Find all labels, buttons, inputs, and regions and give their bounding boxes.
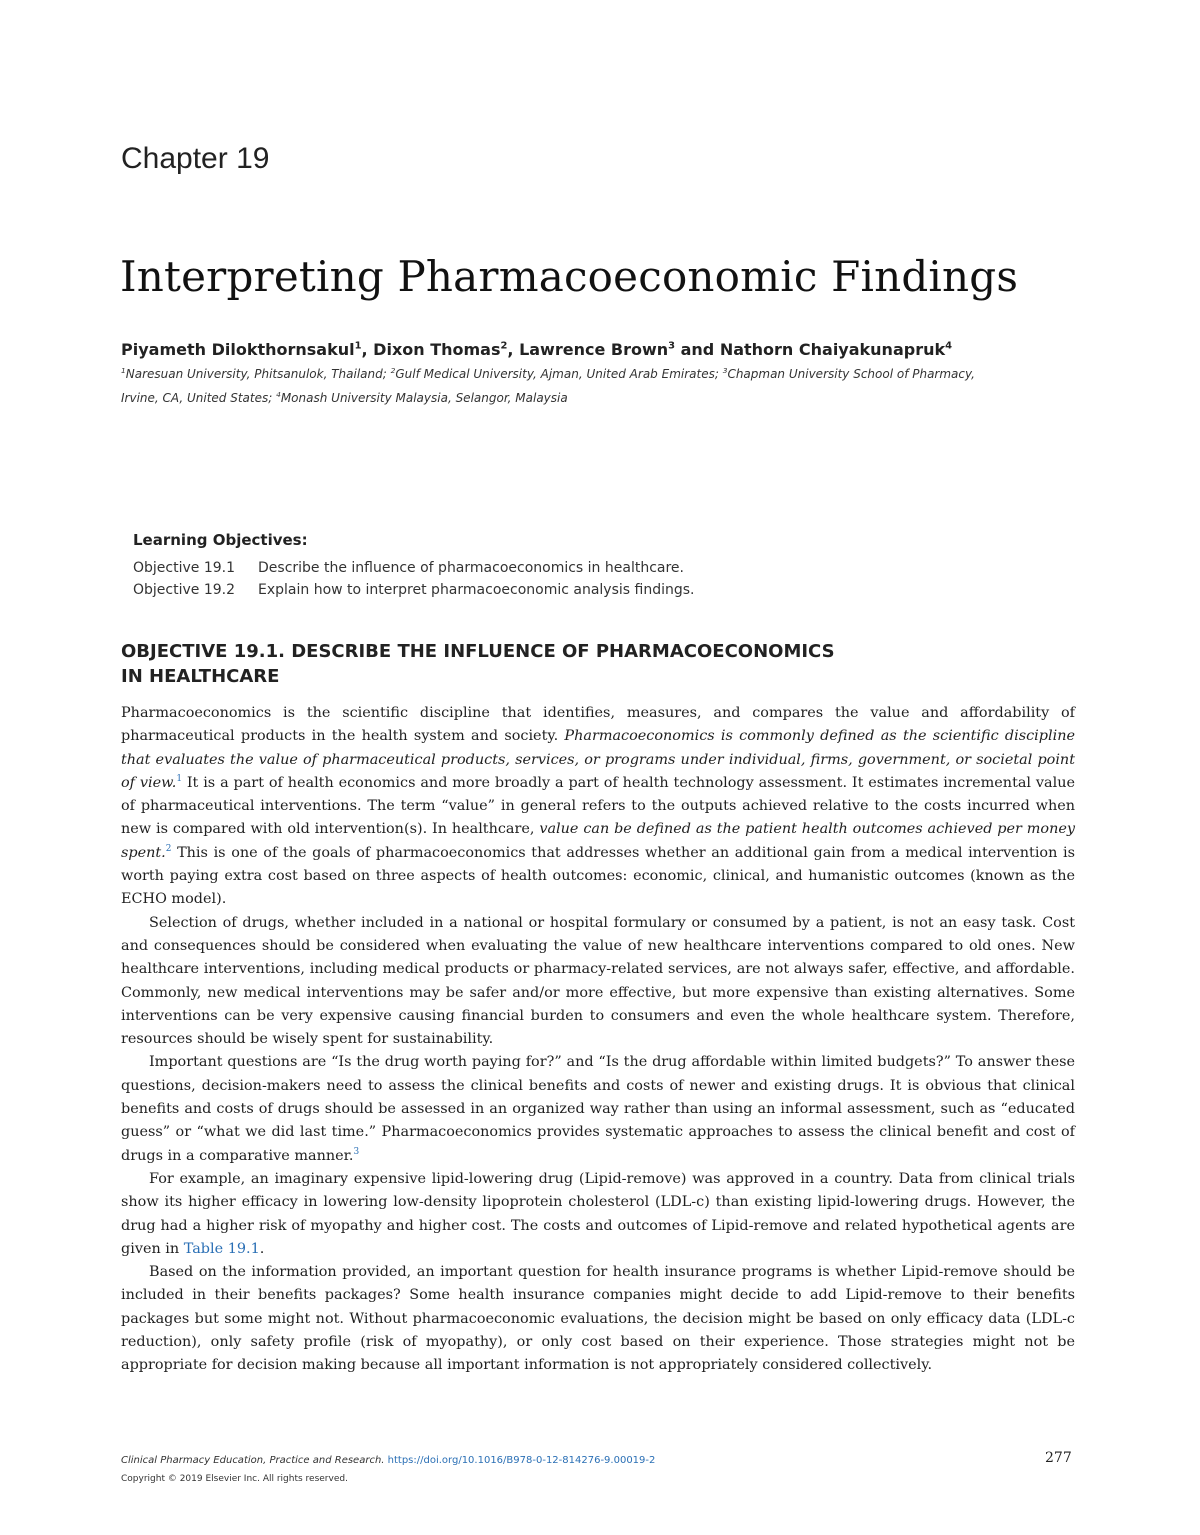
affiliation-marker: 2: [500, 340, 508, 352]
author-separator: ,: [507, 340, 520, 359]
definition-italic: value can be defined as the patient health outcomes achieved per money spent.: [121, 821, 1075, 861]
objective-text: Describe the influence of pharmacoeconomics in healthcare.: [258, 560, 684, 576]
learning-objective-item: [133, 557, 694, 579]
reference-link[interactable]: 1: [176, 774, 182, 785]
affiliation-marker: 1: [354, 340, 362, 352]
affiliation-text: Chapman University School of Pharmacy,: [727, 367, 975, 381]
affiliation-text: Irvine, CA, United States;: [121, 391, 277, 405]
affiliation-marker: 4: [945, 340, 953, 352]
affiliations-line-2: [121, 391, 1081, 405]
learning-objectives-heading: Learning Objectives:: [133, 531, 308, 549]
reference-link[interactable]: 3: [353, 1146, 360, 1157]
doi-link[interactable]: https://doi.org/10.1016/B978-0-12-814276-9.00019-2: [387, 1455, 656, 1466]
paragraph: Based on the information provided, an important question for health insurance programs is whether Lipid-remove should be included in their benefits packages? Some health insurance companies might decide to add Lipid-remove to their benefits packages but some might not. Without pharmacoeconomic evaluations, the decision might be based on only efficacy data (LDL-c reduction), only safety profile (risk of myopathy), or only cost based on their experience. Those strategies might not be appropriate for decision making because all important information is not appropriately considered collectively.: [121, 1264, 1075, 1374]
footer-copyright: Copyright © 2019 Elsevier Inc. All rights reserved.: [121, 1474, 348, 1484]
author-separator: and: [675, 340, 720, 359]
paragraph: [121, 702, 1075, 912]
author-name: Piyameth Dilokthornsakul: [121, 340, 355, 359]
section-heading: [121, 639, 1001, 689]
paragraph-text: Important questions are “Is the drug worth paying for?” and “Is the drug affordable within limited budgets?” To answer these questions, decision-makers need to assess the clinical benefits and costs of newer and existing drugs. It is obvious that clinical benefits and costs of drugs should be assessed in an organized way rather than using an informal assessment, such as “educated guess” or “what we did last time.” Pharmacoeconomics provides systematic approaches to assess the clinical benefit and cost of drugs in a comparative manner.: [121, 1054, 1075, 1164]
paragraph-text: Pharmacoeconomics is the scientific discipline that identifies, measures, and compares the value and affordability of pharmaceutical products in the health system and society.: [121, 705, 1075, 745]
section-heading-line: IN HEALTHCARE: [121, 666, 280, 687]
paragraph-text: .: [259, 1240, 265, 1257]
paragraph: [121, 1168, 1075, 1261]
objective-number: Objective 19.1: [133, 560, 236, 576]
objective-text: Explain how to interpret pharmacoeconomic analysis findings.: [258, 582, 695, 598]
chapter-label: Chapter 19: [121, 142, 270, 175]
affiliation-marker: 4: [276, 390, 281, 399]
definition-italic: Pharmacoeconomics is commonly defined as the scientific discipline that evaluates the value of pharmaceutical products, services, or programs under individual, firms, government, or societal point of view.: [121, 728, 1075, 791]
paragraph-text: This is one of the goals of pharmacoeconomics that addresses whether an additional gain from a medical intervention is worth paying extra cost based on three aspects of health outcomes: economic, clinical, and humanistic outcomes (known as the ECHO model).: [121, 844, 1075, 908]
affiliation-marker: 3: [722, 366, 728, 375]
table-link[interactable]: Table 19.1: [183, 1240, 260, 1257]
affiliations-line-1: [121, 367, 1081, 381]
objective-number: Objective 19.2: [133, 582, 236, 598]
author-list: [121, 340, 952, 359]
affiliation-text: Naresuan University, Phitsanulok, Thailand;: [125, 367, 391, 381]
affiliation-text: Gulf Medical University, Ajman, United Arab Emirates;: [395, 367, 723, 381]
affiliation-marker: 3: [668, 340, 676, 352]
section-heading-line: OBJECTIVE 19.1. DESCRIBE THE INFLUENCE OF PHARMACOECONOMICS: [121, 641, 835, 662]
paragraph: Selection of drugs, whether included in a national or hospital formulary or consumed by a patient, is not an easy task. Cost and consequences should be considered when evaluating the value of new healthcare interventions compared to old ones. New healthcare interventions, including medical products or pharmacy-related services, are not always safer, effective, and affordable. Commonly, new medical interventions may be safer and/or more effective, but more expensive than existing alternatives. Some interventions can be very expensive causing financial burden to consumers and even the whole healthcare system. Therefore, resources should be wisely spent for sustainability.: [121, 914, 1075, 1048]
footer-citation: [121, 1455, 655, 1466]
author-name: Lawrence Brown: [519, 340, 669, 359]
author-separator: ,: [361, 340, 374, 359]
paragraph-text: It is a part of health economics and more broadly a part of health technology assessment. It estimates incremental value of pharmaceutical interventions. The term “value” in general refers to the outputs achieved relative to the costs incurred when new is compared with old intervention(s). In healthcare,: [121, 774, 1076, 838]
chapter-title: Interpreting Pharmacoeconomic Findings: [120, 252, 1019, 301]
page-number: 277: [1045, 1450, 1072, 1466]
reference-link[interactable]: 2: [165, 843, 172, 854]
author-name: Nathorn Chaiyakunapruk: [719, 340, 946, 359]
paragraph: [121, 1051, 1075, 1167]
journal-title: Clinical Pharmacy Education, Practice and Research.: [121, 1455, 385, 1466]
affiliation-marker: 1: [121, 366, 126, 375]
author-name: Dixon Thomas: [373, 340, 501, 359]
body-text: [121, 702, 1075, 1378]
paragraph-text: For example, an imaginary expensive lipid-lowering drug (Lipid-remove) was approved in a country. Data from clinical trials show its higher efficacy in lowering low-density lipoprotein cholesterol (LDL-c) than existing lipid-lowering drugs. However, the drug had a higher risk of myopathy and higher cost. The costs and outcomes of Lipid-remove and related hypothetical agents are given in: [121, 1170, 1075, 1257]
affiliation-marker: 2: [390, 366, 396, 375]
learning-objective-item: [133, 579, 694, 601]
affiliation-text: Monash University Malaysia, Selangor, Malaysia: [280, 391, 568, 405]
learning-objectives-box: [133, 531, 694, 601]
